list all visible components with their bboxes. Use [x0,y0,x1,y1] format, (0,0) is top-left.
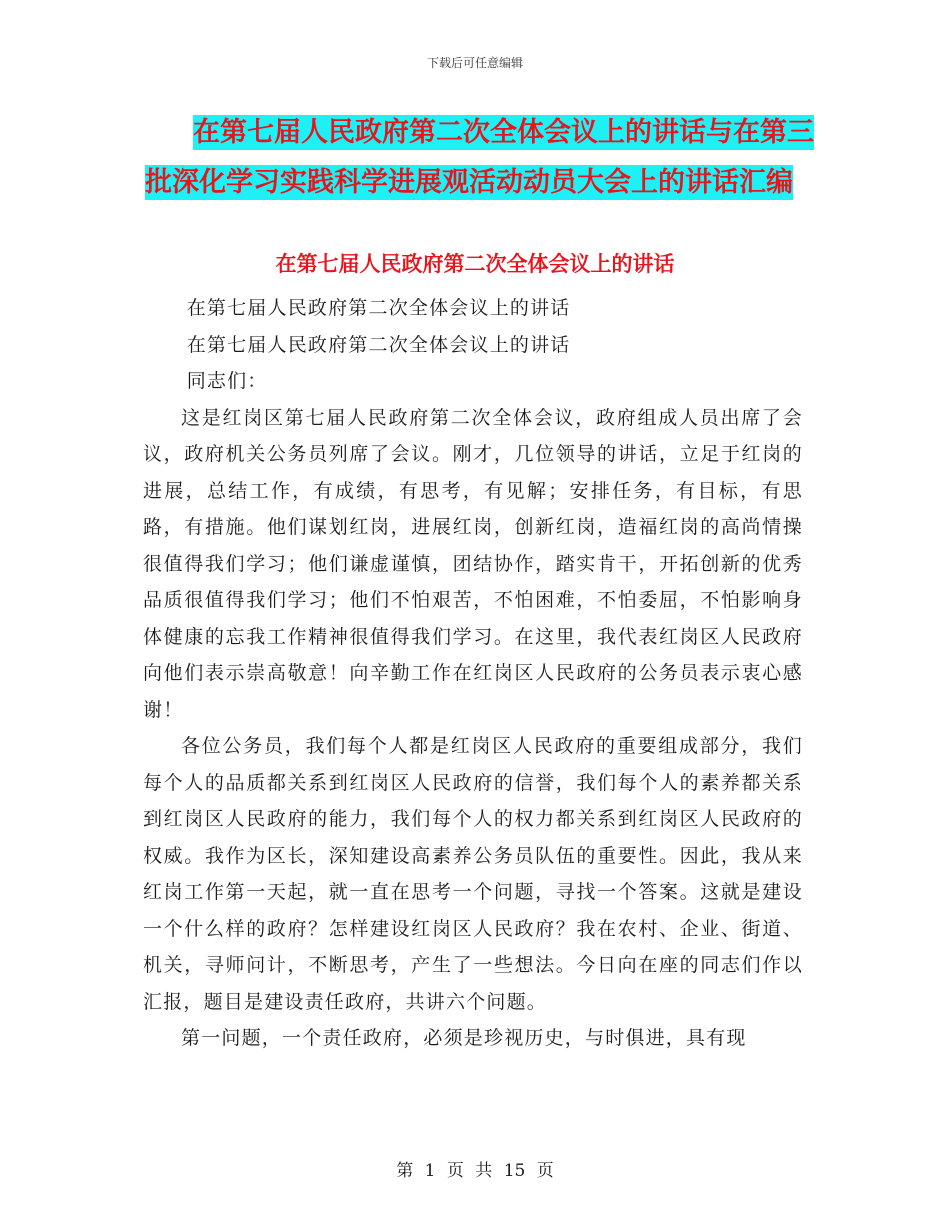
page-footer: 第 1 页 共 15 页 [396,1161,554,1181]
section-title: 在第七届人民政府第二次全体会议上的讲话 [275,252,675,276]
document-title-line-1: 在第七届人民政府第二次全体会议上的讲话与在第三 [193,117,814,148]
document-body [143,290,803,1057]
paragraph: 各位公务员，我们每个人都是红岗区人民政府的重要组成部分，我们每个人的品质都关系到红岗区人民政府的信誉，我们每个人的素养都关系到红岗区人民政府的能力，我们每个人的权力都关系到红岗区人民政府的权威。我作为区长，深知建设高素养公务员队伍的重要性。因此，我从来红岗工作第一天起，就一直在思考一个问题，寻找一个答案。这就是建设一个什么样的政府？怎样建设红岗区人民政府？我在农村、企业、街道、机关，寻师问计，不断思考，产生了一些想法。今日向在座的同志们作以汇报，题目是建设责任政府，共讲六个问题。 [143,735,803,1013]
paragraph: 第一问题，一个责任政府，必须是珍视历史，与时俱进，具有现 [181,1027,747,1049]
paragraph-reference-1: 在第七届人民政府第二次全体会议上的讲话 [186,297,571,319]
header-note: 下载后可任意编辑 [426,56,523,70]
document-title [145,108,815,208]
document-title-line-2: 批深化学习实践科学进展观活动动员大会上的讲话汇编 [145,167,793,198]
salutation: 同志们： [186,370,268,392]
paragraph: 这是红岗区第七届人民政府第二次全体会议，政府组成人员出席了会议，政府机关公务员列席了会议。刚才，几位领导的讲话，立足于红岗的进展，总结工作，有成绩，有思考，有见解；安排任务，有目标，有思路，有措施。他们谋划红岗，进展红岗，创新红岗，造福红岗的高尚情操很值得我们学习；他们谦虚谨慎，团结协作，踏实肯干，开拓创新的优秀品质很值得我们学习；他们不怕艰苦，不怕困难，不怕委屈，不怕影响身体健康的忘我工作精神很值得我们学习。在这里，我代表红岗区人民政府向他们表示崇高敬意！向辛勤工作在红岗区人民政府的公务员表示衷心感谢！ [143,406,803,721]
paragraph-reference-2: 在第七届人民政府第二次全体会议上的讲话 [186,333,571,356]
